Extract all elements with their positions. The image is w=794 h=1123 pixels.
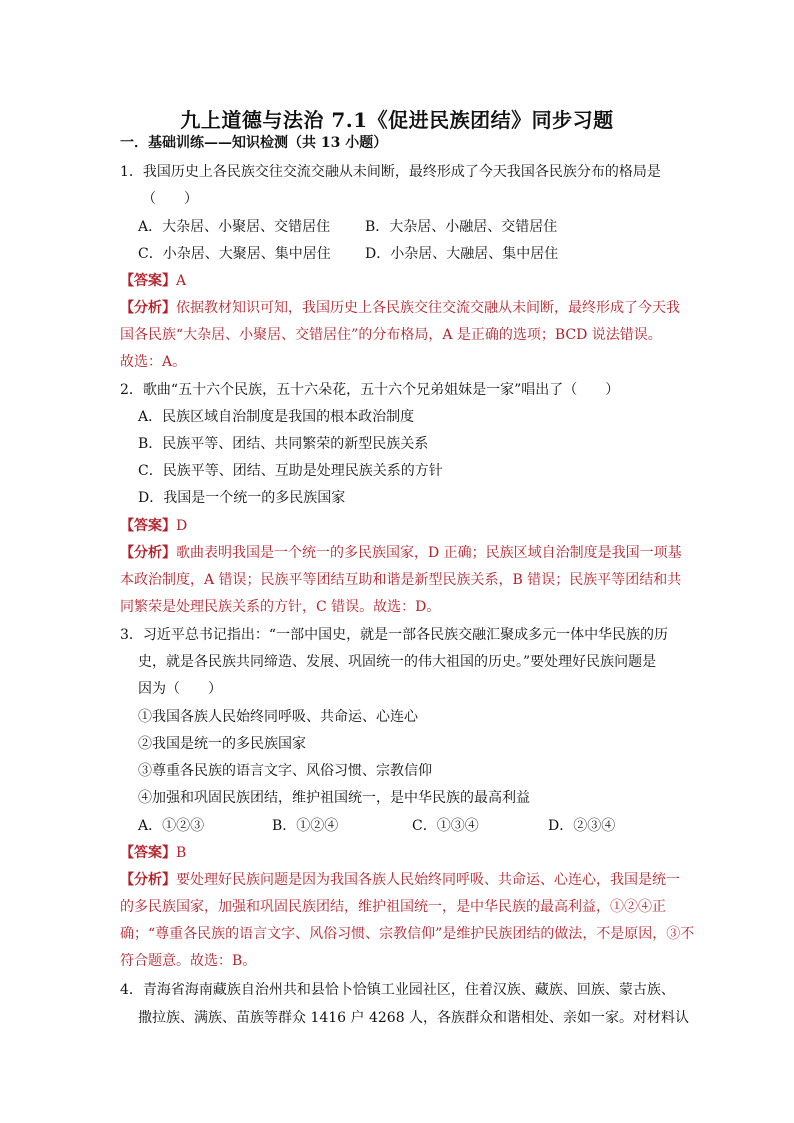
analysis-label: 【分析】	[120, 872, 176, 888]
answer-label: 【答案】	[120, 518, 176, 534]
q3-analysis-line2: 的多民族国家，加强和巩固民族团结，维护祖国统一，是中华民族的最高利益，①②④正	[120, 899, 666, 915]
q3-option-b: B．①②④	[272, 818, 339, 834]
section-heading: 一．基础训练——知识检测（共 13 小题）	[120, 135, 388, 151]
q1-option-c: C．小杂居、大聚居、集中居住	[138, 246, 331, 262]
q3-option-a: A．①②③	[138, 818, 205, 834]
q3-answer	[120, 843, 186, 863]
q3-option-c: C．①③④	[412, 818, 479, 834]
q1-stem-line2: （ ）	[142, 191, 198, 207]
q2-option-d: D．我国是一个统一的多民族国家	[138, 490, 346, 506]
q3-option-d: D．②③④	[548, 818, 616, 834]
q3-analysis-line1	[120, 870, 680, 890]
answer-label: 【答案】	[120, 273, 176, 289]
q3-analysis-line3: 确；“尊重各民族的语言文字、风俗习惯、宗教信仰”是维护民族团结的做法，不是原因，③不	[120, 926, 695, 942]
q3-answer-value: B	[176, 845, 187, 861]
q3-item-2: ②我国是统一的多民族国家	[138, 736, 306, 752]
q2-analysis-line2: 本政治制度，A 错误；民族平等团结互助和谐是新型民族关系，B 错误；民族平等团结和共	[120, 572, 682, 588]
q4-stem-line2: 撒拉族、满族、苗族等群众 1416 户 4268 人，各族群众和谐相处、亲如一家。对材料认	[138, 1010, 690, 1026]
analysis-label: 【分析】	[120, 300, 176, 316]
document-title: 九上道德与法治 7.1《促进民族团结》同步习题	[180, 108, 614, 132]
q2-option-a: A．民族区域自治制度是我国的根本政治制度	[138, 409, 415, 425]
q2-analysis-text1: 歌曲表明我国是一个统一的多民族国家，D 正确；民族区域自治制度是我国一项基	[176, 545, 682, 561]
q2-analysis-line3: 同繁荣是处理民族关系的方针，C 错误。故选：D。	[120, 599, 441, 615]
q2-option-b: B．民族平等、团结、共同繁荣的新型民族关系	[138, 436, 429, 452]
q1-answer	[120, 271, 186, 291]
q2-answer	[120, 516, 187, 536]
q3-analysis-line4: 符合题意。故选：B。	[120, 953, 257, 969]
q3-stem-line2: 史，就是各民族共同缔造、发展、巩固统一的伟大祖国的历史。”要处理好民族问题是	[138, 654, 657, 670]
answer-label: 【答案】	[120, 845, 176, 861]
q1-stem-line1: 1．我国历史上各民族交往交流交融从未间断，最终形成了今天我国各民族分布的格局是	[120, 164, 661, 180]
q3-stem-line1: 3．习近平总书记指出：“一部中国史，就是一部各民族交融汇聚成多元一体中华民族的历	[120, 627, 669, 643]
q3-analysis-text1: 要处理好民族问题是因为我国各族人民始终同呼吸、共命运、心连心，我国是统一	[176, 872, 680, 888]
q3-item-1: ①我国各族人民始终同呼吸、共命运、心连心	[138, 709, 418, 725]
q2-answer-value: D	[176, 518, 188, 534]
q3-item-3: ③尊重各民族的语言文字、风俗习惯、宗教信仰	[138, 763, 432, 779]
q3-item-4: ④加强和巩固民族团结，维护祖国统一，是中华民族的最高利益	[138, 790, 530, 806]
q2-stem: 2．歌曲“五十六个民族，五十六朵花，五十六个兄弟姐妹是一家”唱出了（ ）	[120, 382, 620, 398]
q1-analysis-text1: 依据教材知识可知，我国历史上各民族交往交流交融从未间断，最终形成了今天我	[176, 300, 680, 316]
q1-analysis-line1	[120, 298, 680, 318]
analysis-label: 【分析】	[120, 545, 176, 561]
q1-analysis-line3: 故选：A。	[120, 354, 187, 370]
q1-option-d: D．小杂居、大融居、集中居住	[365, 246, 559, 262]
q1-analysis-line2: 国各民族“大杂居、小聚居、交错居住”的分布格局，A 是正确的选项；BCD 说法错误。	[120, 327, 662, 343]
q2-analysis-line1	[120, 543, 682, 563]
q3-stem-line3: 因为（ ）	[138, 681, 222, 697]
q1-answer-value: A	[176, 273, 187, 289]
q4-stem-line1: 4．青海省海南藏族自治州共和县恰卜恰镇工业园社区，住着汉族、藏族、回族、蒙古族、	[120, 982, 675, 998]
q2-option-c: C．民族平等、团结、互助是处理民族关系的方针	[138, 463, 443, 479]
q1-option-b: B．大杂居、小融居、交错居住	[365, 219, 558, 235]
q1-option-a: A．大杂居、小聚居、交错居住	[138, 219, 331, 235]
